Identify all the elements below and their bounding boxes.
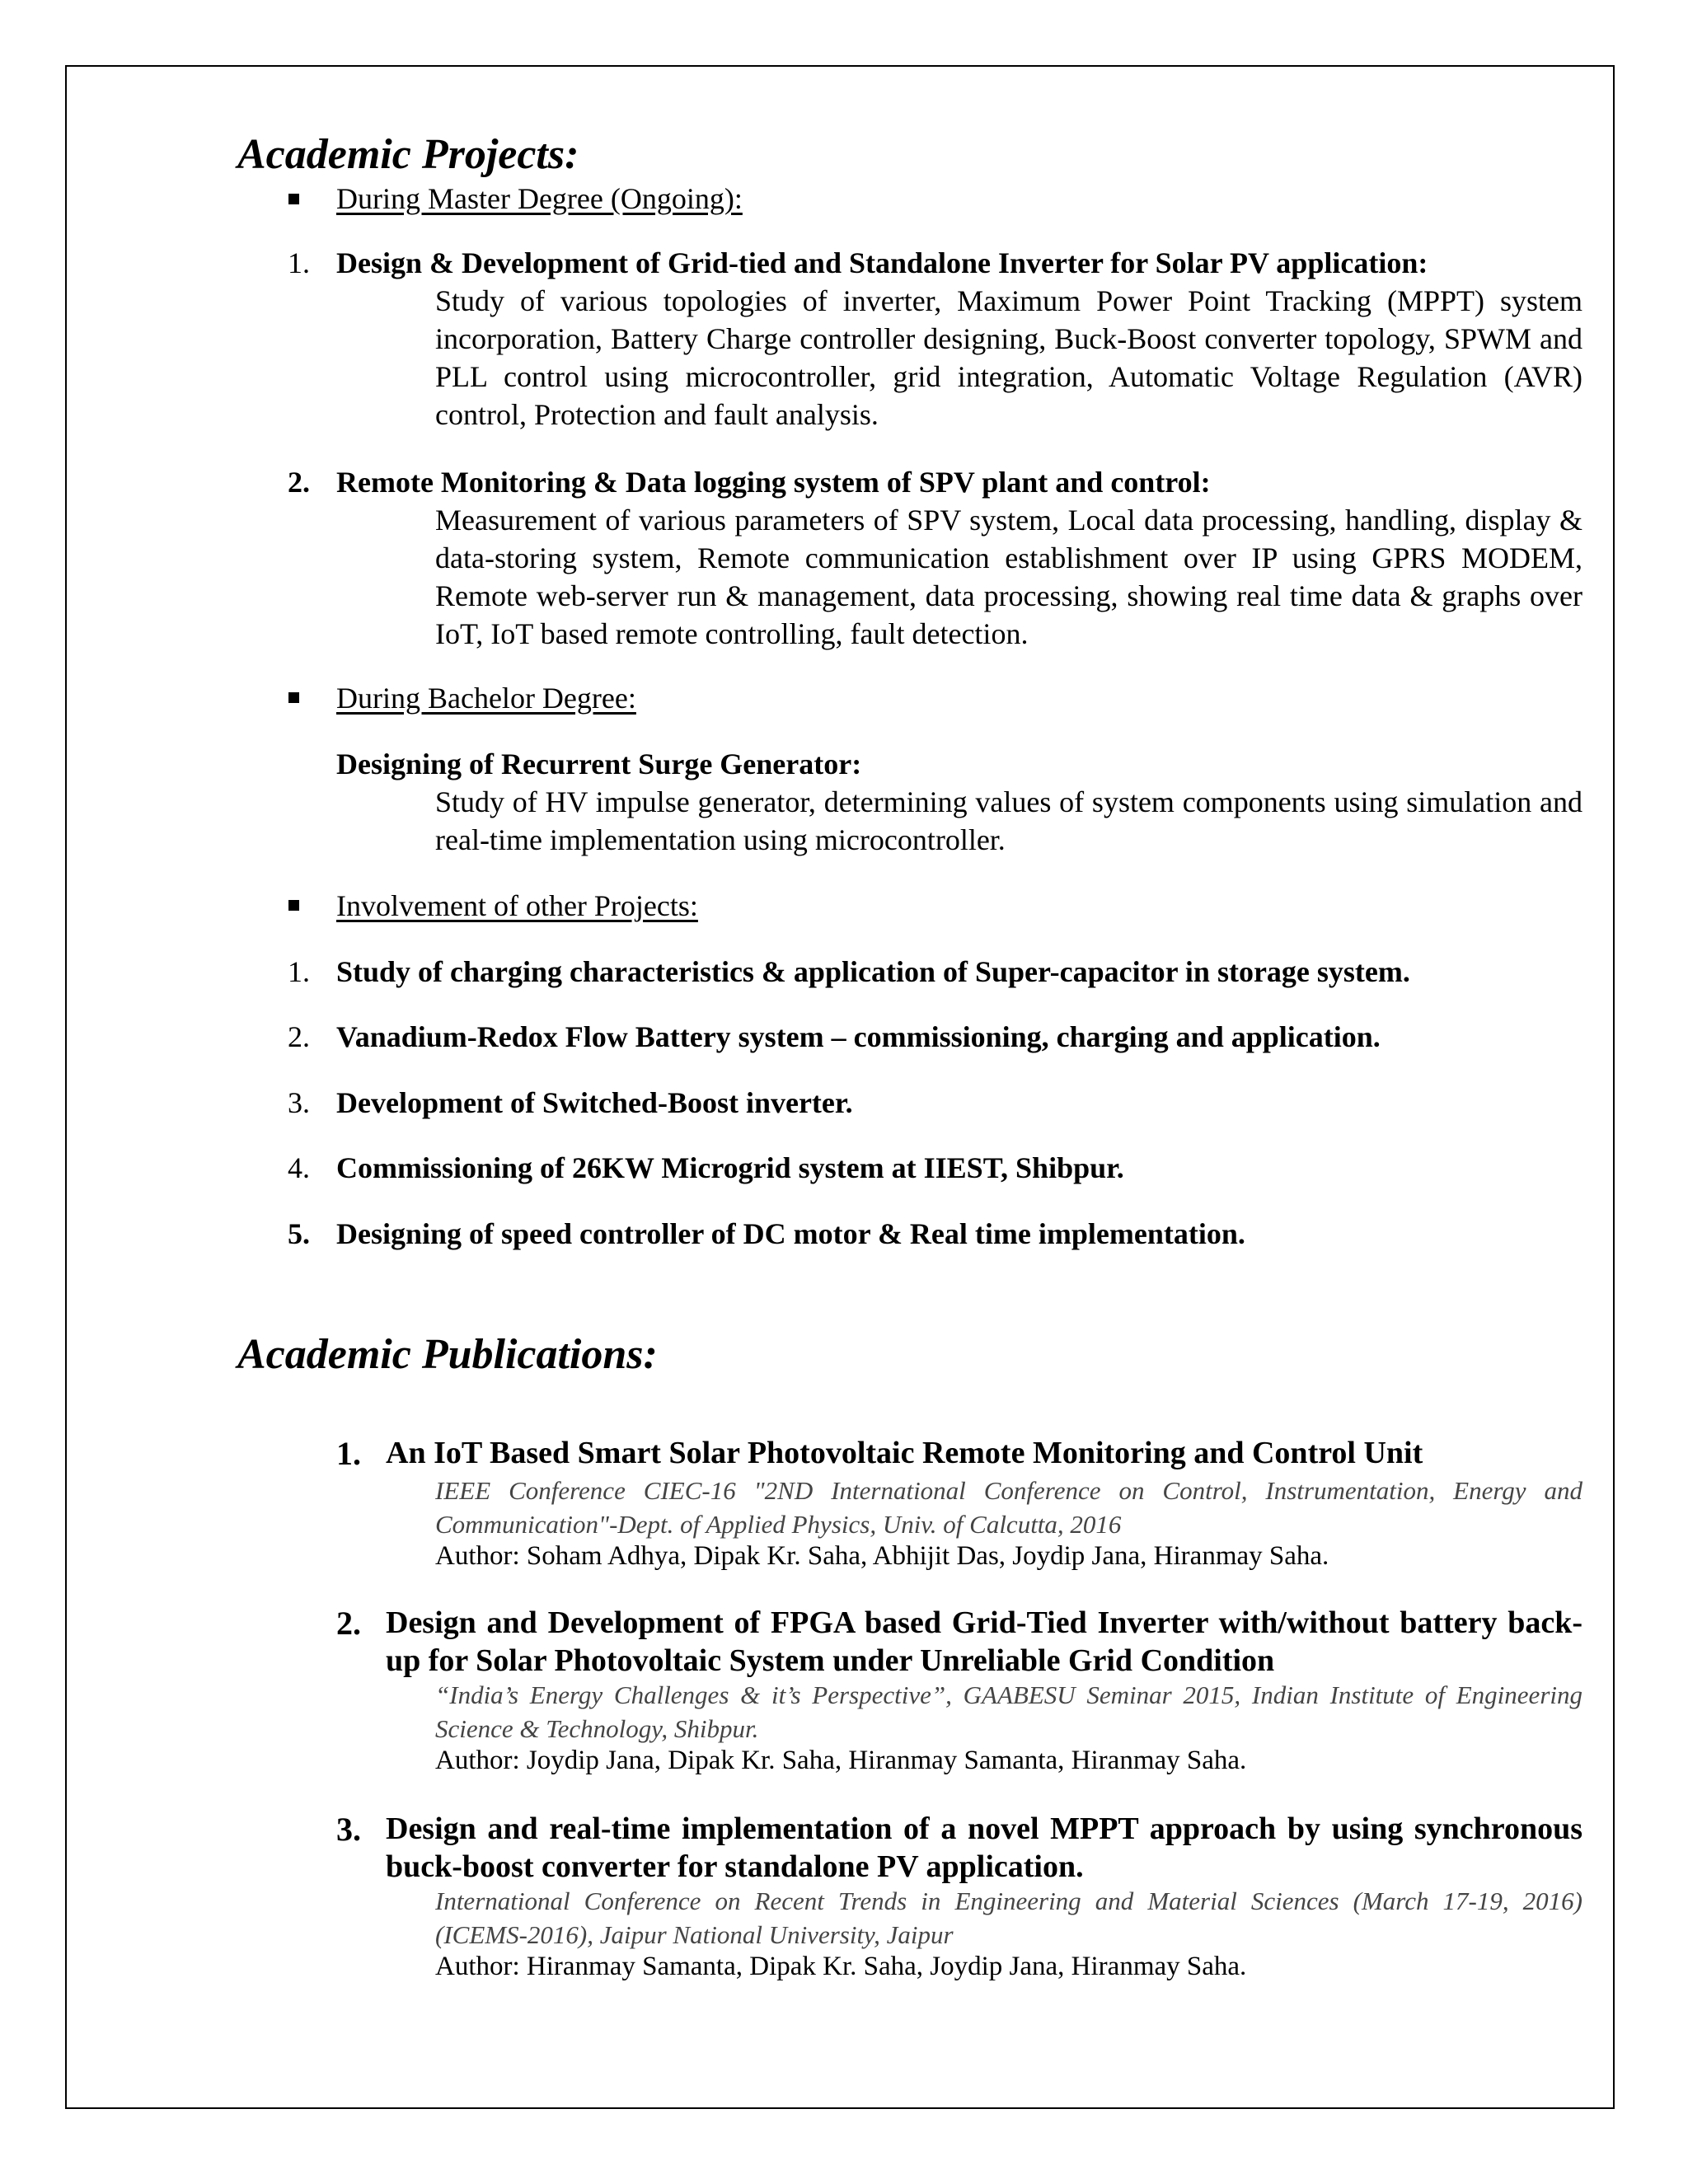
publication-title: An IoT Based Smart Solar Photovoltaic Remote Monitoring and Control Unit: [386, 1436, 1423, 1470]
other-item-number: 3.: [288, 1086, 310, 1119]
bullet-square-icon: [288, 900, 299, 911]
publication-title: Design and real-time implementation of a novel MPPT approach by using synchronous buck-boost converter for standalone PV application.: [386, 1811, 1582, 1884]
other-item-number: 1.: [288, 955, 310, 988]
other-item-title: Vanadium-Redox Flow Battery system – commissioning, charging and application.: [336, 1020, 1381, 1053]
bullet-square-icon: [288, 692, 299, 703]
other-item-title: Development of Switched-Boost inverter.: [336, 1086, 853, 1119]
publication-number: 3.: [336, 1811, 361, 1848]
master-item-description: Study of various topologies of inverter, Maximum Power Point Tracking (MPPT) system incorporation, Battery Charge controller designing, Buck-Boost converter topology, SPWM and PLL control using microcontroller, grid integration, Automatic Voltage Regulation (AVR) control, Protection and fault analysis.: [435, 284, 1582, 431]
other-item-title: Study of charging characteristics & application of Super-capacitor in storage system.: [336, 955, 1410, 988]
publication-authors: Author: Joydip Jana, Dipak Kr. Saha, Hiranmay Samanta, Hiranmay Saha.: [435, 1746, 1247, 1775]
publications-heading: Academic Publications:: [237, 1331, 658, 1378]
bachelor-degree-label: During Bachelor Degree:: [336, 682, 636, 715]
other-item-number: 4.: [288, 1151, 310, 1184]
publication-authors: Author: Hiranmay Samanta, Dipak Kr. Saha, Joydip Jana, Hiranmay Saha.: [435, 1952, 1247, 1981]
bachelor-item-title: Designing of Recurrent Surge Generator:: [336, 748, 862, 780]
publication-venue: “India’s Energy Challenges & it’s Perspective”, GAABESU Seminar 2015, Indian Institute of Engineering Science & Technology, Shibpur.: [435, 1680, 1582, 1743]
master-item-description: Measurement of various parameters of SPV system, Local data processing, handling, display & data-storing system, Remote communication establishment over IP using GPRS MODEM, Remote web-server run & management, data processing, showing real time data & graphs over IoT, IoT based remote controlling, fault detection.: [435, 504, 1582, 650]
master-item-number: 1.: [288, 246, 310, 279]
publication-authors: Author: Soham Adhya, Dipak Kr. Saha, Abhijit Das, Joydip Jana, Hiranmay Saha.: [435, 1541, 1329, 1571]
other-item-number: 5.: [288, 1217, 310, 1250]
other-projects-label: Involvement of other Projects:: [336, 889, 698, 922]
bullet-square-icon: [288, 194, 299, 204]
bachelor-item-description: Study of HV impulse generator, determining values of system components using simulation and real-time implementation using microcontroller.: [435, 785, 1582, 856]
other-item-number: 2.: [288, 1020, 310, 1053]
publication-title: Design and Development of FPGA based Grid-Tied Inverter with/without battery back-up for Solar Photovoltaic System under Unreliable Grid Condition: [386, 1605, 1582, 1678]
publication-venue: IEEE Conference CIEC-16 "2ND International Conference on Control, Instrumentation, Energy and Communication"-Dept. of Applied Physics, Univ. of Calcutta, 2016: [435, 1476, 1582, 1539]
other-item-title: Commissioning of 26KW Microgrid system at IIEST, Shibpur.: [336, 1151, 1124, 1184]
publication-number: 1.: [336, 1435, 361, 1472]
master-item-title: Remote Monitoring & Data logging system of SPV plant and control:: [336, 466, 1211, 499]
publication-venue: International Conference on Recent Trends in Engineering and Material Sciences (March 17-19, 2016) (ICEMS-2016), Jaipur National University, Jaipur: [435, 1886, 1582, 1949]
other-item-title: Designing of speed controller of DC motor & Real time implementation.: [336, 1217, 1245, 1250]
master-item-title: Design & Development of Grid-tied and Standalone Inverter for Solar PV application:: [336, 246, 1428, 279]
master-item-number: 2.: [288, 466, 310, 499]
publication-number: 2.: [336, 1605, 361, 1642]
projects-heading: Academic Projects:: [237, 131, 579, 178]
master-degree-label: During Master Degree (Ongoing):: [336, 182, 743, 215]
